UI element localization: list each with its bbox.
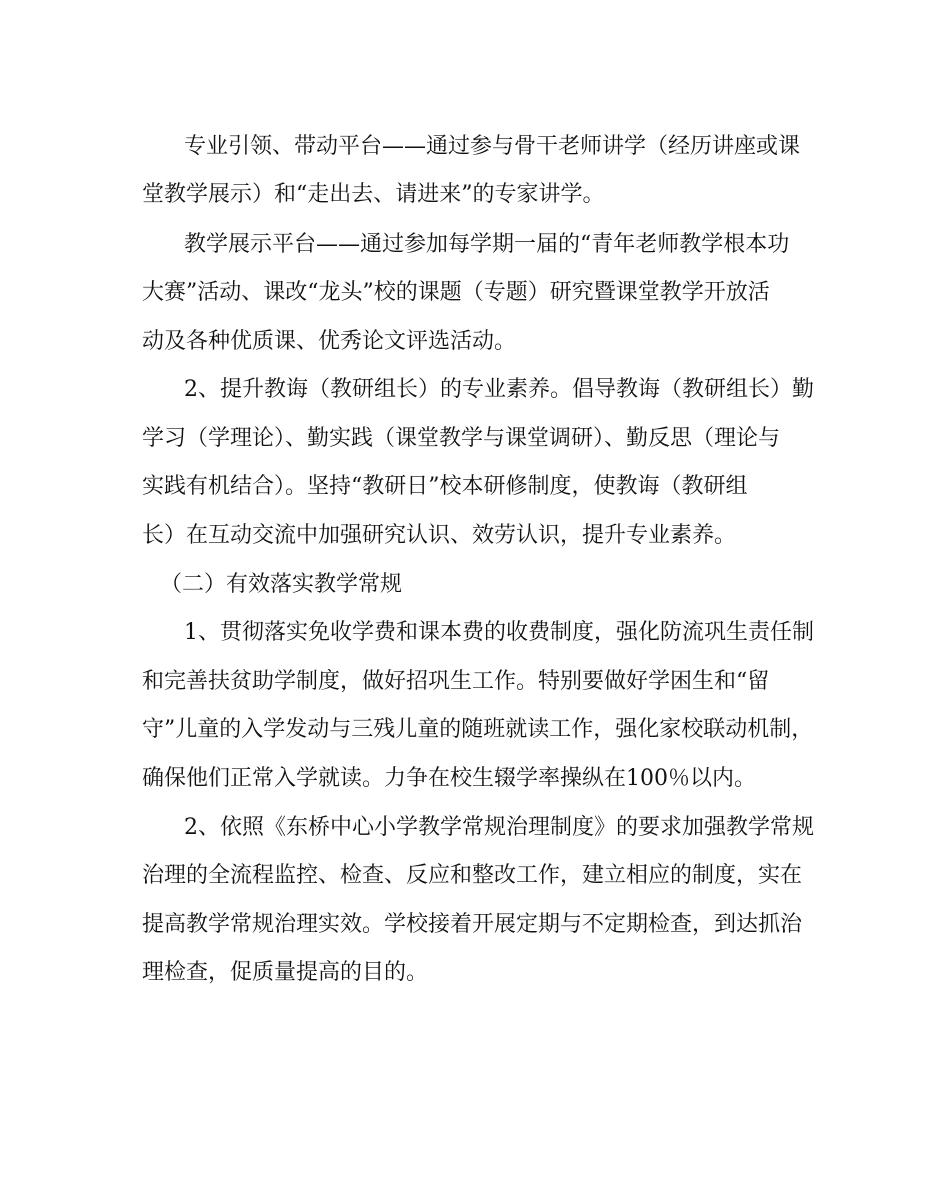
paragraph-3-line-2: 学习（学理论）、勤实践（课堂教学与课堂调研）、勤反思（理论与 xyxy=(142,426,781,451)
paragraph-5-line-3: 提高教学常规治理实效。学校接着开展定期与不定期检查，到达抓治 xyxy=(142,912,803,937)
paragraph-5-line-4: 理检查，促质量提高的目的。 xyxy=(142,960,429,985)
paragraph-2-line-3: 动及各种优质课、优秀论文评选活动。 xyxy=(142,329,517,354)
paragraph-4-line-3: 守”儿童的入学发动与三残儿童的随班就读工作，强化家校联动机制， xyxy=(142,717,814,742)
paragraph-3-line-3: 实践有机结合）。坚持“教研日”校本研修制度，使教诲（教研组 xyxy=(142,474,748,499)
paragraph-4-line-1: 1、贯彻落实免收学费和课本费的收费制度，强化防流巩生责任制 xyxy=(184,620,814,645)
paragraph-1-line-2: 堂教学展示）和“走出去、请进来”的专家讲学。 xyxy=(142,182,605,207)
paragraph-2-line-1: 教学展示平台——通过参加每学期一届的“青年老师教学根本功 xyxy=(184,232,790,257)
paragraph-5-line-2: 治理的全流程监控、检查、反应和整改工作，建立相应的制度，实在 xyxy=(142,863,803,888)
section-heading: （二）有效落实教学常规 xyxy=(160,572,403,597)
paragraph-2-line-2: 大赛”活动、课改“龙头”校的课题（专题）研究暨课堂教学开放活 xyxy=(142,280,770,305)
paragraph-3-line-4: 长）在互动交流中加强研究认识、效劳认识，提升专业素养。 xyxy=(142,523,737,548)
paragraph-3-line-1: 2、提升教诲（教研组长）的专业素养。倡导教诲（教研组长）勤 xyxy=(184,377,814,402)
paragraph-4-line-4: 确保他们正常入学就读。力争在校生辍学率操纵在100％以内。 xyxy=(142,766,756,791)
paragraph-5-line-1: 2、依照《东桥中心小学教学常规治理制度》的要求加强教学常规 xyxy=(184,815,814,840)
paragraph-4-line-2: 和完善扶贫助学制度，做好招巩生工作。特别要做好学困生和“留 xyxy=(142,669,770,694)
paragraph-1-line-1: 专业引领、带动平台——通过参与骨干老师讲学（经历讲座或课 xyxy=(184,134,801,159)
